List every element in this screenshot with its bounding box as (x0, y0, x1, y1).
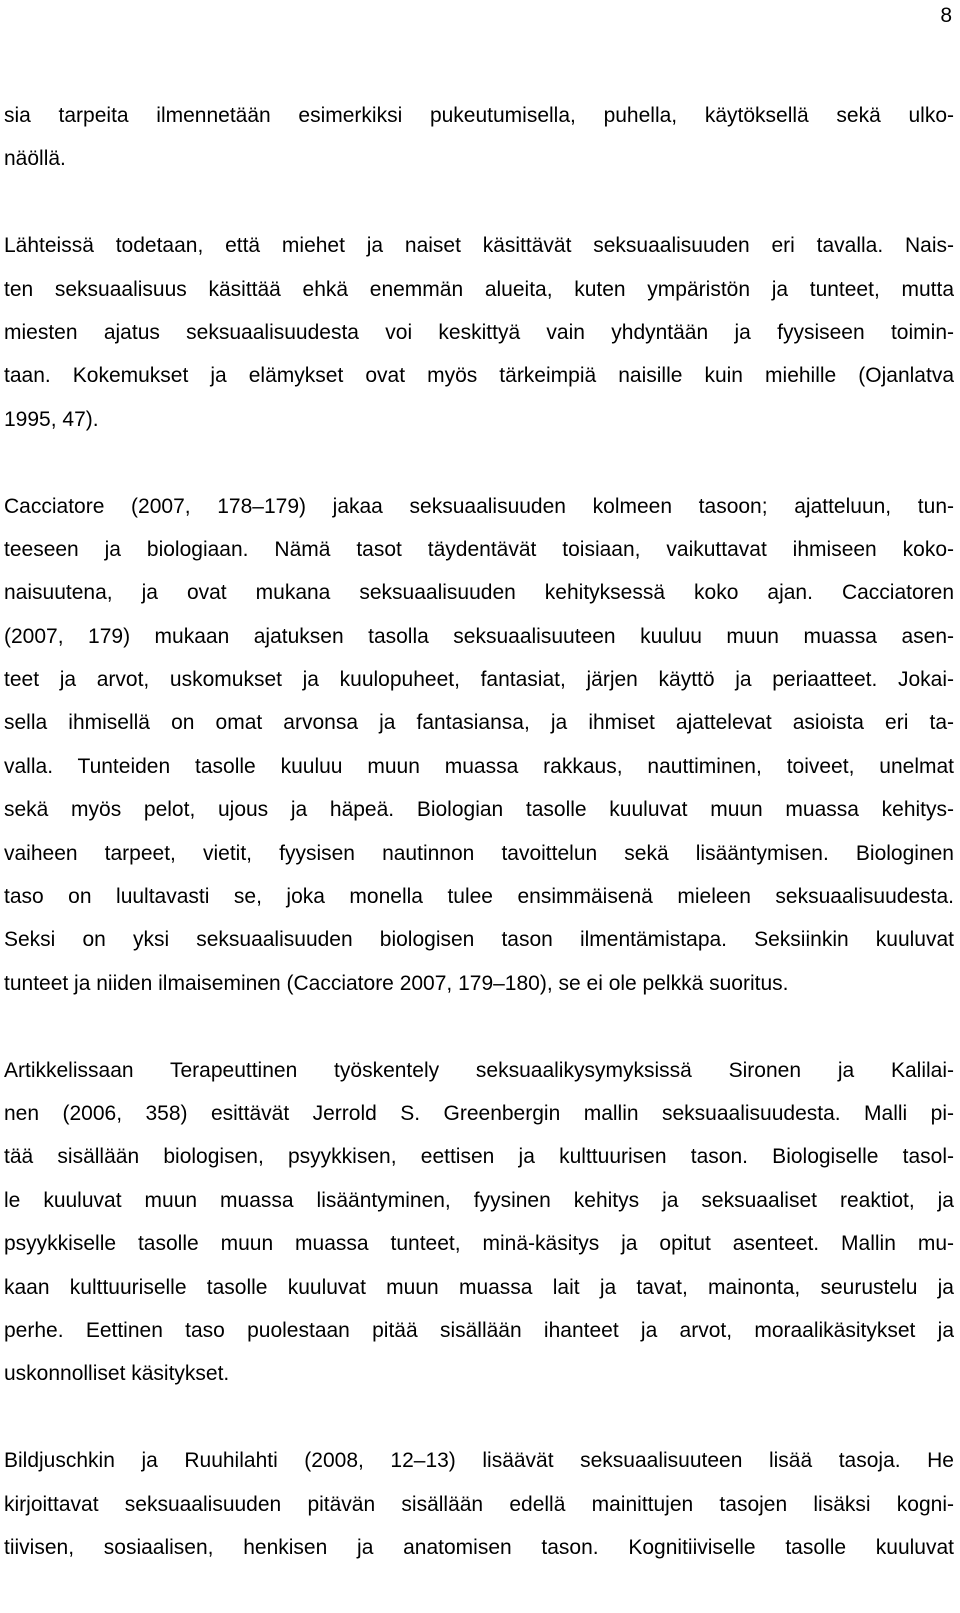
text-line: sella ihmisellä on omat arvonsa ja fantasiansa, ja ihmiset ajattelevat asioista eri ta- (4, 711, 954, 735)
text-line: Bildjuschkin ja Ruuhilahti (2008, 12–13) lisäävät seksuaalisuuteen lisää tasoja. He (4, 1449, 954, 1473)
text-line: näöllä. (4, 147, 66, 171)
text-line: teet ja arvot, uskomukset ja kuulopuheet, fantasiat, järjen käyttö ja periaatteet. Jokai- (4, 668, 954, 692)
text-line: tunteet ja niiden ilmaiseminen (Cacciatore 2007, 179–180), se ei ole pelkkä suoritus. (4, 971, 789, 995)
paragraph (4, 1439, 954, 1569)
text-line: 1995, 47). (4, 407, 99, 431)
text-line: perhe. Eettinen taso puolestaan pitää sisällään ihanteet ja arvot, moraalikäsitykset ja (4, 1318, 954, 1342)
text-line: kaan kulttuuriselle tasolle kuuluvat muun muassa lait ja tavat, mainonta, seurustelu ja (4, 1275, 954, 1299)
text-line: miesten ajatus seksuaalisuudesta voi keskittyä vain yhdyntään ja fyysiseen toimin- (4, 320, 954, 344)
text-line: sekä myös pelot, ujous ja häpeä. Biologian tasolle kuuluvat muun muassa kehitys- (4, 798, 954, 822)
text-line: teeseen ja biologiaan. Nämä tasot täydentävät toisiaan, vaikuttavat ihmiseen koko- (4, 537, 954, 561)
text-line: ten seksuaalisuus käsittää ehkä enemmän alueita, kuten ympäristön ja tunteet, mutta (4, 277, 954, 301)
text-line: tää sisällään biologisen, psyykkisen, eettisen ja kulttuurisen tason. Biologiselle tasol- (4, 1145, 954, 1169)
text-line: Artikkelissaan Terapeuttinen työskentely seksuaalikysymyksissä Sironen ja Kalilai- (4, 1058, 954, 1082)
page-number: 8 (940, 4, 952, 27)
paragraph (4, 1049, 954, 1396)
text-line: kirjoittavat seksuaalisuuden pitävän sisällään edellä mainittujen tasojen lisäksi kogni- (4, 1492, 954, 1516)
text-line: sia tarpeita ilmennetään esimerkiksi pukeutumisella, puhella, käytöksellä sekä ulko- (4, 104, 954, 127)
text-line: valla. Tunteiden tasolle kuuluu muun muassa rakkaus, nauttiminen, toiveet, unelmat (4, 754, 954, 778)
text-line: nen (2006, 358) esittävät Jerrold S. Greenbergin mallin seksuaalisuudesta. Malli pi- (4, 1101, 954, 1125)
text-line: le kuuluvat muun muassa lisääntyminen, fyysinen kehitys ja seksuaaliset reaktiot, ja (4, 1188, 954, 1212)
paragraph (4, 94, 954, 181)
document-body (4, 94, 954, 1613)
text-line: tiivisen, sosiaalisen, henkisen ja anatomisen tason. Kognitiiviselle tasolle kuuluvat (4, 1535, 954, 1559)
text-line: vaiheen tarpeet, vietit, fyysisen nautinnon tavoittelun sekä lisääntymisen. Biologinen (4, 841, 954, 865)
paragraph (4, 224, 954, 441)
text-line: Seksi on yksi seksuaalisuuden biologisen tason ilmentämistapa. Seksiinkin kuuluvat (4, 928, 954, 952)
text-line: Lähteissä todetaan, että miehet ja naiset käsittävät seksuaalisuuden eri tavalla. Nais- (4, 234, 954, 258)
text-line: Cacciatore (2007, 178–179) jakaa seksuaalisuuden kolmeen tasoon; ajatteluun, tun- (4, 494, 954, 518)
text-line: naisuutena, ja ovat mukana seksuaalisuuden kehityksessä koko ajan. Cacciatoren (4, 581, 954, 605)
text-line: psyykkiselle tasolle muun muassa tunteet, minä-käsitys ja opitut asenteet. Mallin mu- (4, 1232, 954, 1256)
text-line: (2007, 179) mukaan ajatuksen tasolla seksuaalisuuteen kuuluu muun muassa asen- (4, 624, 954, 648)
text-line: taan. Kokemukset ja elämykset ovat myös tärkeimpiä naisille kuin miehille (Ojanlatva (4, 364, 954, 388)
text-line: taso on luultavasti se, joka monella tulee ensimmäisenä mieleen seksuaalisuudesta. (4, 885, 954, 909)
text-line: uskonnolliset käsitykset. (4, 1362, 230, 1386)
paragraph (4, 485, 954, 1006)
